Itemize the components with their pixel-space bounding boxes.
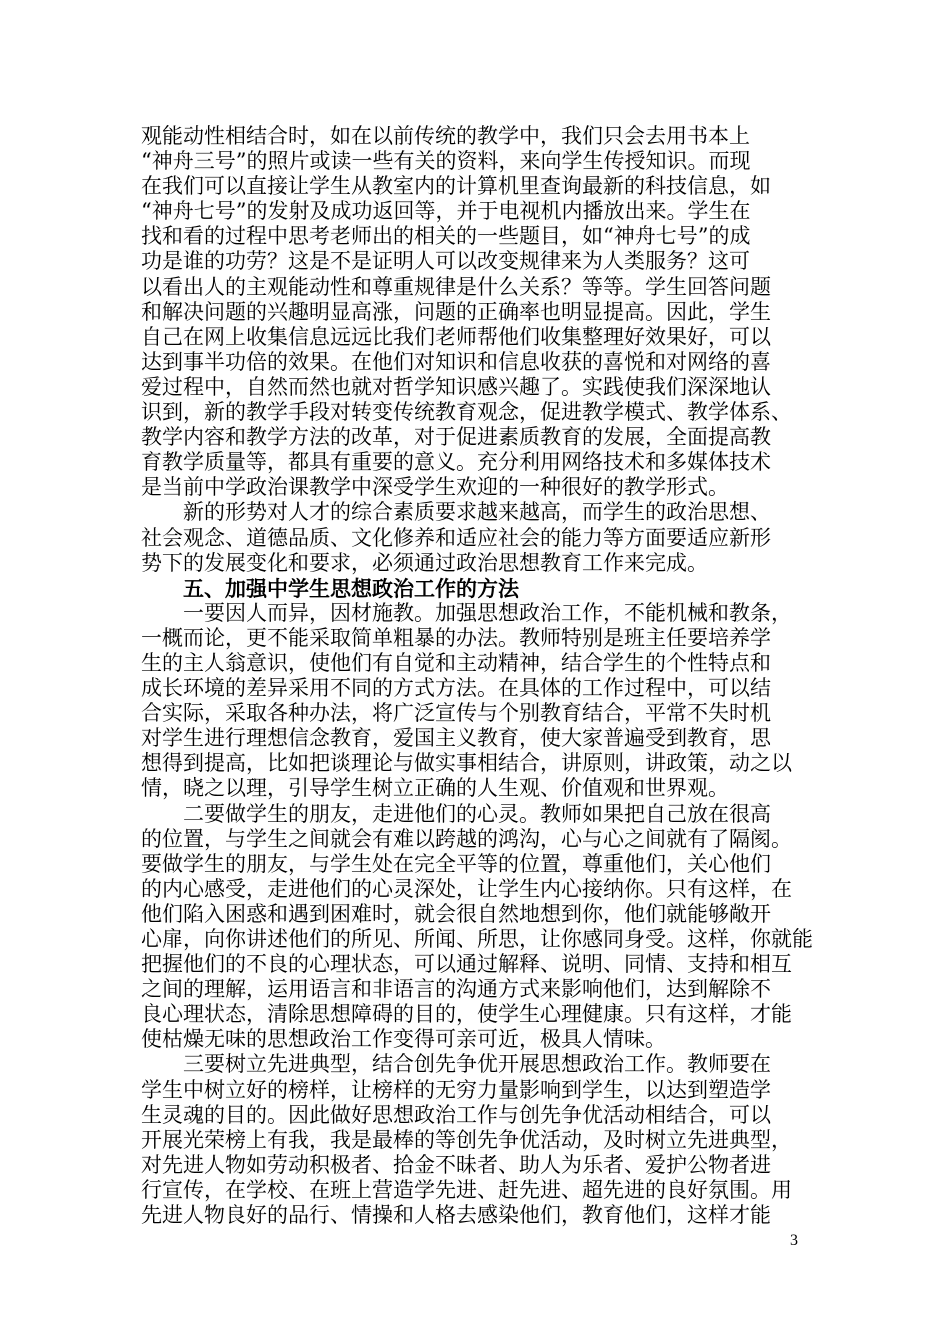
text-line: 要做学生的朋友，与学生处在完全平等的位置，尊重他们，关心他们 xyxy=(141,851,771,876)
text-line: 之间的理解，运用语言和非语言的沟通方式来影响他们，达到解除不 xyxy=(141,977,771,1002)
text-line: 是当前中学政治课教学中深受学生欢迎的一种很好的教学形式。 xyxy=(141,475,729,500)
paragraph-method-two xyxy=(141,802,811,1053)
text-line: 想得到提高，比如把谈理论与做实事相结合，讲原则，讲政策，动之以 xyxy=(141,751,792,776)
text-line: 对学生进行理想信念教育，爱国主义教育，使大家普遍受到教育，思 xyxy=(141,726,771,751)
section-heading-text: 五、加强中学生思想政治工作的方法 xyxy=(141,575,519,601)
text-line: 达到事半功倍的效果。在他们对知识和信息收获的喜悦和对网络的喜 xyxy=(141,349,771,374)
text-line: 新的形势对人才的综合素质要求越来越高，而学生的政治思想、 xyxy=(141,500,771,525)
text-line: 以看出人的主观能动性和尊重规律是什么关系？等等。学生回答问题 xyxy=(141,274,771,299)
text-line: 他们陷入困惑和遇到困难时，就会很自然地想到你，他们就能够敞开 xyxy=(141,901,771,926)
paragraph-new-situation xyxy=(141,500,811,575)
text-line: 情，晓之以理，引导学生树立正确的人生观、价值观和世界观。 xyxy=(141,776,729,801)
text-line: 自己在网上收集信息远远比我们老师帮他们收集整理好效果好，可以 xyxy=(141,324,771,349)
text-line: 育教学质量等，都具有重要的意义。充分利用网络技术和多媒体技术 xyxy=(141,450,771,475)
text-line: “神舟三号”的照片或读一些有关的资料，来向学生传授知识。而现 xyxy=(141,149,751,174)
paragraph-method-one xyxy=(141,601,811,802)
text-line: 把握他们的不良的心理状态，可以通过解释、说明、同情、支持和相互 xyxy=(141,952,792,977)
text-line: 三要树立先进典型，结合创先争优开展思想政治工作。教师要在 xyxy=(141,1052,771,1077)
document-body xyxy=(141,124,811,1228)
text-line: 使枯燥无味的思想政治工作变得可亲可近，极具人情味。 xyxy=(141,1027,666,1052)
text-line: 生的主人翁意识，使他们有自觉和主动精神，结合学生的个性特点和 xyxy=(141,650,771,675)
text-line: 开展光荣榜上有我，我是最棒的等创先争优活动，及时树立先进典型， xyxy=(141,1127,792,1152)
text-line: 先进人物良好的品行、情操和人格去感染他们，教育他们，这样才能 xyxy=(141,1203,771,1228)
text-line: 行宣传，在学校、在班上营造学先进、赶先进、超先进的良好氛围。用 xyxy=(141,1177,792,1202)
section-heading xyxy=(141,576,811,601)
text-line: 一要因人而异，因材施教。加强思想政治工作，不能机械和教条， xyxy=(141,600,792,625)
text-line: 在我们可以直接让学生从教室内的计算机里查询最新的科技信息，如 xyxy=(141,174,771,199)
text-line: 观能动性相结合时，如在以前传统的教学中，我们只会去用书本上 xyxy=(141,124,750,148)
text-line: 学生中树立好的榜样，让榜样的无穷力量影响到学生，以达到塑造学 xyxy=(141,1077,771,1102)
text-line: 心扉，向你讲述他们的所见、所闻、所思，让你感同身受。这样，你就能 xyxy=(141,927,813,951)
text-line: 一概而论，更不能采取简单粗暴的办法。教师特别是班主任要培养学 xyxy=(141,625,771,650)
text-line: 教学内容和教学方法的改革，对于促进素质教育的发展，全面提高教 xyxy=(141,425,771,450)
paragraph-method-three xyxy=(141,1052,811,1228)
text-line: 势下的发展变化和要求，必须通过政治思想教育工作来完成。 xyxy=(141,550,708,575)
text-line: 合实际，采取各种办法，将广泛宣传与个别教育结合，平常不失时机 xyxy=(141,701,771,726)
text-line: 爱过程中，自然而然也就对哲学知识感兴趣了。实践使我们深深地认 xyxy=(141,374,771,399)
text-line: 生灵魂的目的。因此做好思想政治工作与创先争优活动相结合，可以 xyxy=(141,1102,771,1127)
text-line: 识到，新的教学手段对转变传统教育观念，促进教学模式、教学体系、 xyxy=(141,400,792,425)
text-line: 成长环境的差异采用不同的方式方法。在具体的工作过程中，可以结 xyxy=(141,676,771,701)
text-line: 的内心感受，走进他们的心灵深处，让学生内心接纳你。只有这样，在 xyxy=(141,876,792,901)
text-line: 对先进人物如劳动积极者、拾金不昧者、助人为乐者、爱护公物者进 xyxy=(141,1152,771,1177)
text-line: 找和看的过程中思考老师出的相关的一些题目，如“神舟七号”的成 xyxy=(141,224,751,249)
page-number: 3 xyxy=(790,1232,798,1249)
text-line: 的位置，与学生之间就会有难以跨越的鸿沟，心与心之间就有了隔阂。 xyxy=(141,826,792,851)
paragraph-network-teaching xyxy=(141,124,811,500)
text-line: 功是谁的功劳？这是不是证明人可以改变规律来为人类服务？这可 xyxy=(141,249,750,274)
text-line: 良心理状态，清除思想障碍的目的，使学生心理健康。只有这样，才能 xyxy=(141,1002,792,1027)
text-line: 二要做学生的朋友，走进他们的心灵。教师如果把自己放在很高 xyxy=(141,801,771,826)
text-line: 社会观念、道德品质、文化修养和适应社会的能力等方面要适应新形 xyxy=(141,525,771,550)
text-line: “神舟七号”的发射及成功返回等，并于电视机内播放出来。学生在 xyxy=(141,199,751,224)
text-line: 和解决问题的兴趣明显高涨，问题的正确率也明显提高。因此，学生 xyxy=(141,299,771,324)
